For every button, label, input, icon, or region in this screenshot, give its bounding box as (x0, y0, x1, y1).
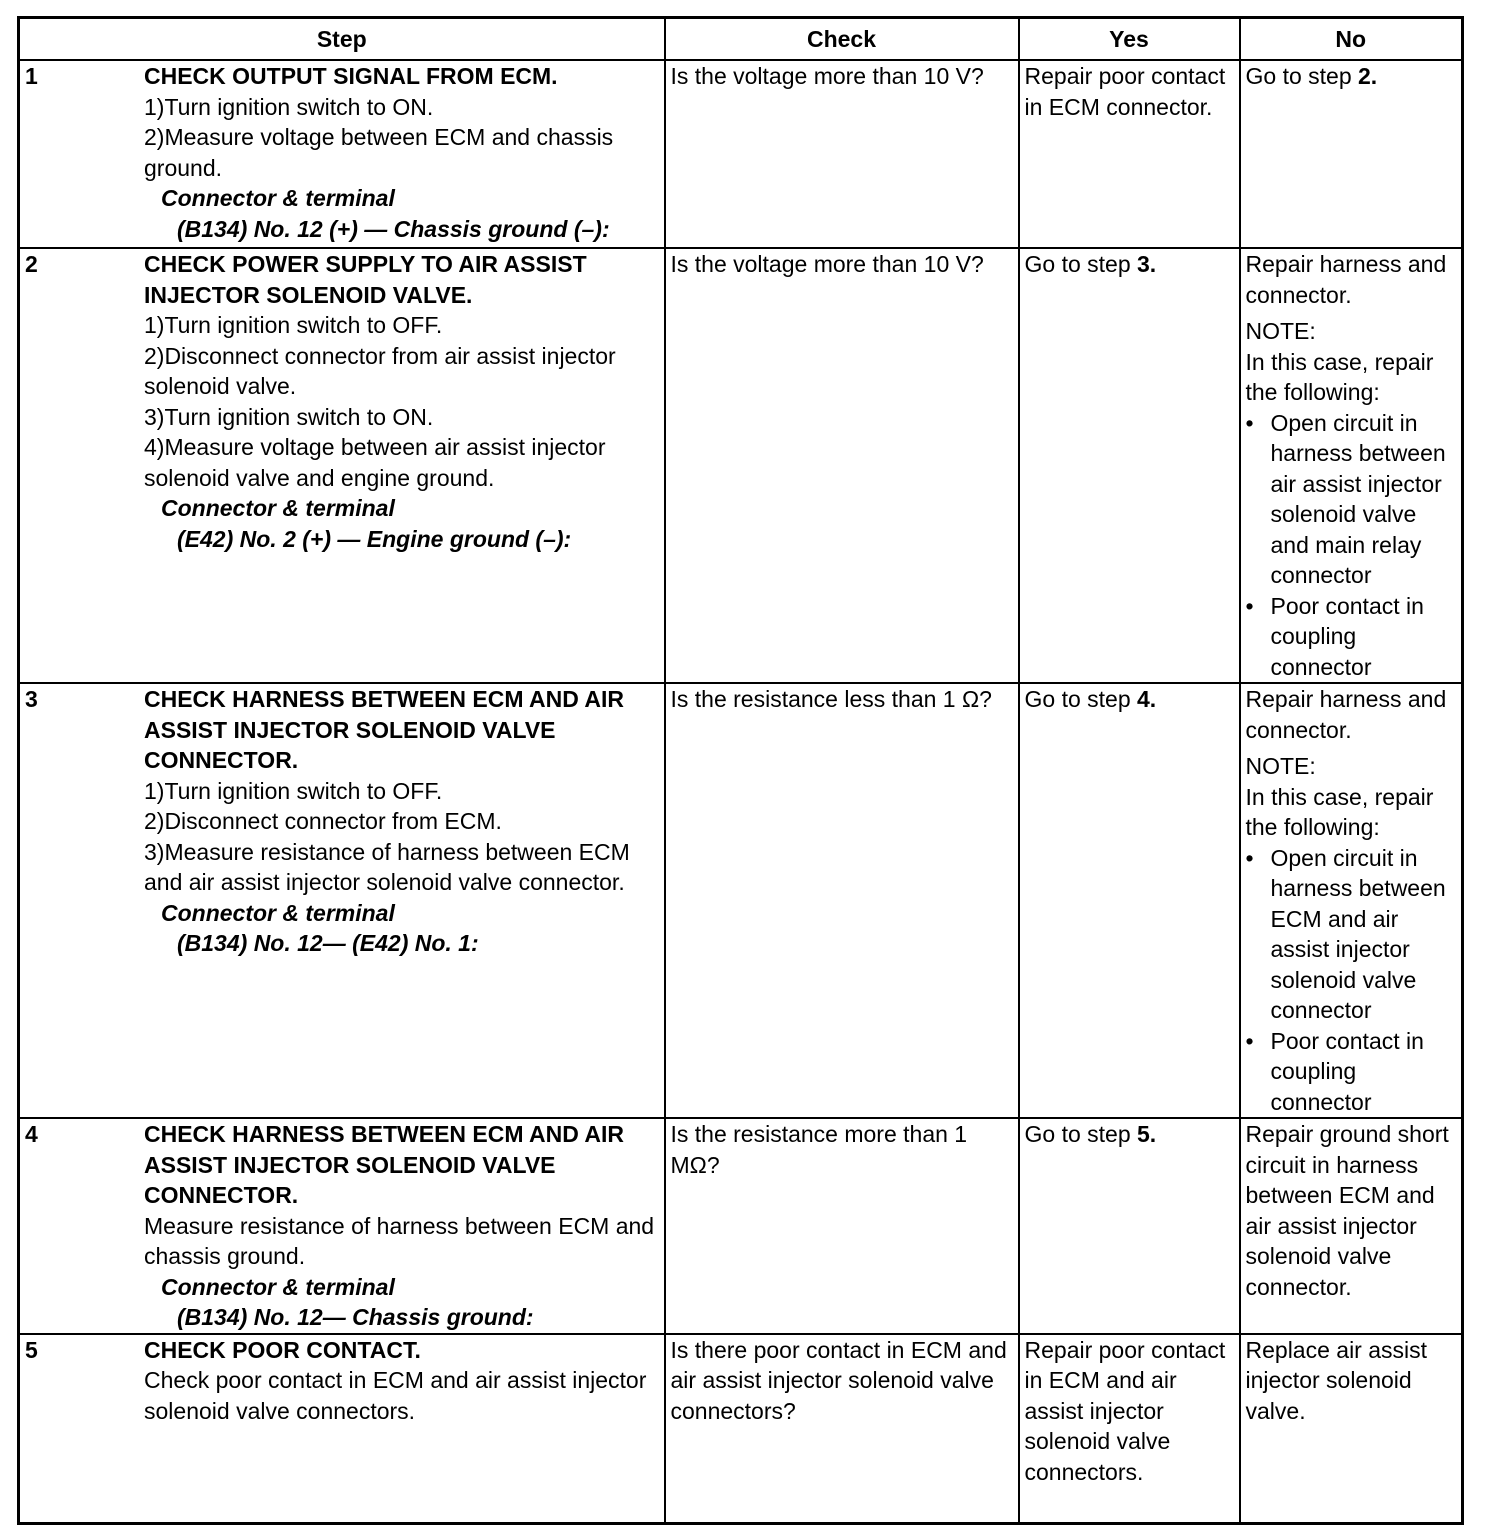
check-cell: Is there poor contact in ECM and air assist injector solenoid valve connectors? (665, 1334, 1019, 1524)
instruction: Check poor contact in ECM and air assist injector solenoid valve connectors. (144, 1367, 647, 1424)
yes-cell (1019, 683, 1240, 1118)
yes-cell (1019, 248, 1240, 683)
step-number: 1 (25, 63, 38, 89)
yes-text: Go to step (1024, 1121, 1138, 1147)
instruction: 3)Turn ignition switch to ON. (144, 403, 434, 430)
yes-step-ref: 5. (1137, 1121, 1157, 1147)
no-cell: Repair ground short circuit in harness between ECM and air assist injector solenoid valve connector. (1240, 1118, 1463, 1334)
yes-text: Go to step (1024, 251, 1138, 277)
step-title: CHECK HARNESS BETWEEN ECM AND AIR ASSIST INJECTOR SOLENOID VALVE CONNECTOR. (144, 686, 625, 773)
instruction: 1)Turn ignition switch to OFF. (144, 312, 443, 338)
check-cell: Is the voltage more than 10 V? (665, 60, 1019, 248)
connector-label: Connector & terminal (161, 495, 395, 521)
bullet-icon: • (1245, 1027, 1254, 1054)
instruction: 4)Measure voltage between air assist injector solenoid valve and engine ground. (144, 434, 606, 491)
check-cell: Is the voltage more than 10 V? (665, 248, 1019, 683)
terminal-spec: (B134) No. 12— Chassis ground: (177, 1304, 534, 1330)
connector-label: Connector & terminal (161, 1273, 395, 1300)
no-cell (1240, 248, 1463, 683)
note-intro: In this case, repair the following: (1245, 348, 1434, 405)
check-cell: Is the resistance less than 1 Ω? (665, 683, 1019, 1118)
no-text: Go to step (1245, 63, 1359, 89)
yes-cell (1019, 1118, 1240, 1334)
header-check: Check (665, 18, 1019, 61)
bullet-icon: • (1245, 409, 1254, 436)
terminal-spec: (B134) No. 12— (E42) No. 1: (177, 930, 479, 956)
no-main: Repair harness and connector. (1245, 686, 1447, 743)
step-title: CHECK HARNESS BETWEEN ECM AND AIR ASSIST INJECTOR SOLENOID VALVE CONNECTOR. (144, 1121, 625, 1208)
instruction: 2)Measure voltage between ECM and chassis ground. (144, 124, 614, 181)
table-row (19, 248, 1463, 683)
instruction: 1)Turn ignition switch to ON. (144, 93, 434, 120)
step-number: 4 (25, 1121, 38, 1147)
note-intro: In this case, repair the following: (1245, 783, 1434, 840)
no-cell (1240, 683, 1463, 1118)
instruction: 3)Measure resistance of harness between ECM and air assist injector solenoid valve connector. (144, 838, 630, 895)
table-row (19, 1334, 1463, 1524)
step-cell (19, 248, 665, 683)
step-cell (19, 60, 665, 248)
connector-label: Connector & terminal (161, 899, 395, 926)
table-row (19, 683, 1463, 1118)
bullet-icon: • (1245, 844, 1254, 871)
note-heading: NOTE: (1245, 318, 1316, 344)
connector-label: Connector & terminal (161, 185, 395, 211)
step-cell (19, 1118, 665, 1334)
no-step-ref: 2. (1358, 63, 1378, 89)
bullet-icon: • (1245, 592, 1254, 619)
step-title: CHECK OUTPUT SIGNAL FROM ECM. (144, 63, 558, 89)
terminal-spec: (E42) No. 2 (+) — Engine ground (–): (177, 525, 572, 552)
instruction: 1)Turn ignition switch to OFF. (144, 777, 443, 804)
header-step: Step (19, 18, 665, 61)
note-heading: NOTE: (1245, 753, 1316, 779)
step-cell (19, 683, 665, 1118)
no-cell (1240, 60, 1463, 248)
no-main: Repair harness and connector. (1245, 251, 1447, 308)
yes-cell: Repair poor contact in ECM connector. (1019, 60, 1240, 248)
header-row (19, 18, 1463, 61)
yes-text: Go to step (1024, 686, 1138, 712)
step-number: 5 (25, 1336, 38, 1363)
no-cell: Replace air assist injector solenoid valve. (1240, 1334, 1463, 1524)
header-no: No (1240, 18, 1463, 61)
step-title: CHECK POWER SUPPLY TO AIR ASSIST INJECTOR SOLENOID VALVE. (144, 251, 587, 308)
header-yes: Yes (1019, 18, 1240, 61)
yes-step-ref: 4. (1137, 686, 1157, 712)
yes-cell: Repair poor contact in ECM and air assist injector solenoid valve connectors. (1019, 1334, 1240, 1524)
step-title: CHECK POOR CONTACT. (144, 1336, 421, 1363)
list-item: • Poor contact in coupling connector (1246, 591, 1459, 683)
instruction: 2)Disconnect connector from ECM. (144, 808, 502, 834)
diagnostic-table (17, 16, 1464, 1525)
list-item: • Open circuit in harness between air assist injector solenoid valve and main relay connector (1246, 408, 1459, 591)
step-number: 2 (25, 251, 38, 277)
table-row (19, 60, 1463, 248)
list-item: • Poor contact in coupling connector (1246, 1026, 1459, 1118)
check-cell: Is the resistance more than 1 MΩ? (665, 1118, 1019, 1334)
list-item: • Open circuit in harness between ECM and air assist injector solenoid valve connector (1246, 843, 1459, 1026)
step-number: 3 (25, 686, 38, 712)
instruction: 2)Disconnect connector from air assist injector solenoid valve. (144, 342, 616, 399)
step-cell (19, 1334, 665, 1524)
instruction: Measure resistance of harness between ECM and chassis ground. (144, 1212, 655, 1269)
yes-step-ref: 3. (1137, 251, 1157, 277)
terminal-spec: (B134) No. 12 (+) — Chassis ground (–): (177, 215, 610, 242)
table-row (19, 1118, 1463, 1334)
